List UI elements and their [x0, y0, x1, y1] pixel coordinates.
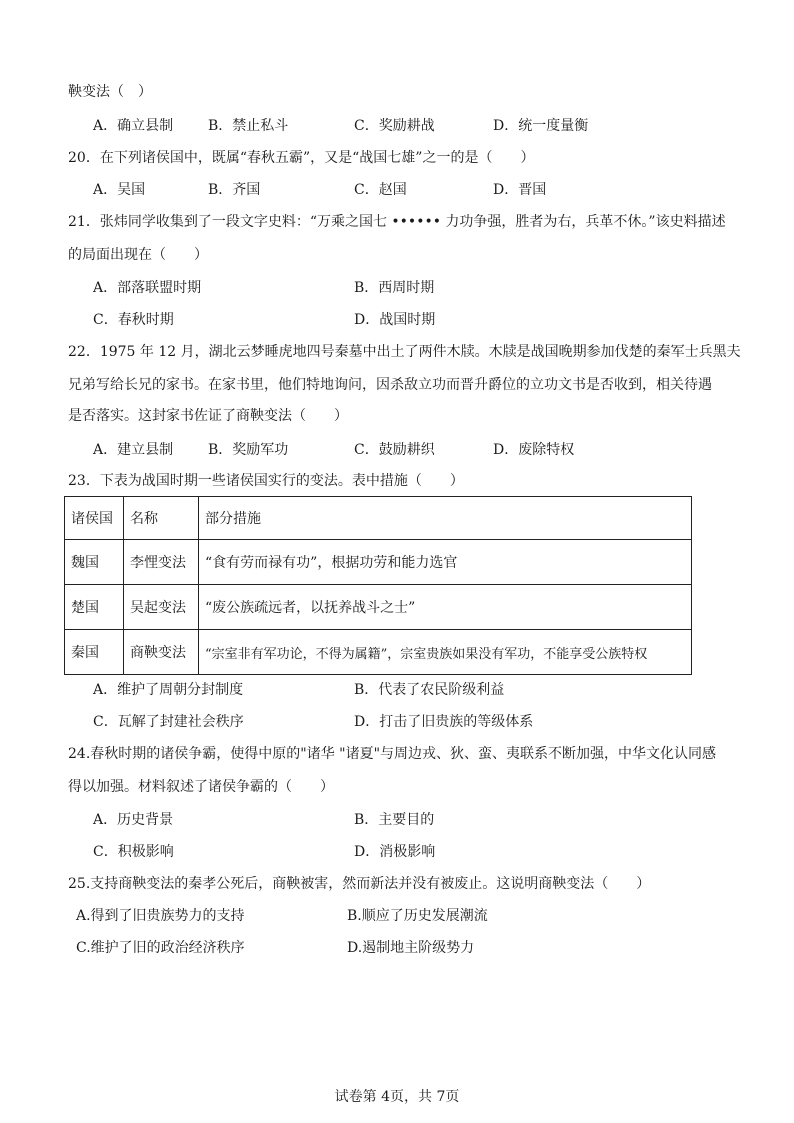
q25-option-c: C.维护了旧的政治经济秩序: [76, 940, 245, 956]
table-row: [65, 585, 692, 630]
reform-table: [64, 496, 692, 675]
table-cell-reform: 商鞅变法: [124, 630, 199, 675]
q22-stem-line2: 兄弟写给长兄的家书。在家书里，他们特地询问，因杀敌立功而晋升爵位的立功文书是否收到，相关待遇: [68, 377, 712, 393]
q24-option-c: C．积极影响: [93, 844, 174, 860]
q23-option-c: C．瓦解了封建社会秩序: [93, 714, 244, 730]
table-row: [65, 540, 692, 585]
q25-option-a: A.得到了旧贵族势力的支持: [76, 908, 245, 924]
q20-option-d: D．晋国: [493, 182, 547, 198]
q19-stem-tail: 鞅变法（ ）: [68, 84, 152, 100]
q25-option-d: D.遏制地主阶级势力: [347, 940, 475, 956]
q22-stem-line3: 是否落实。这封家书佐证了商鞅变法（ ）: [68, 408, 348, 424]
q24-option-d: D．消极影响: [354, 844, 436, 860]
q22-option-b: B．奖励军功: [208, 442, 289, 458]
table-cell-state: 魏国: [65, 540, 124, 585]
table-cell-reform: 李悝变法: [124, 540, 199, 585]
q22-option-d: D．废除特权: [493, 442, 575, 458]
table-cell-measure: “宗室非有军功论，不得为属籍”，宗室贵族如果没有军功，不能享受公族特权: [199, 630, 692, 675]
table-header-cell: 名称: [124, 497, 199, 540]
q23-option-b: B．代表了农民阶级利益: [354, 682, 505, 698]
q19-option-c: C．奖励耕战: [354, 118, 435, 134]
q20-stem: 20．在下列诸侯国中，既属“春秋五霸”，又是“战国七雄”之一的是（ ）: [68, 150, 535, 166]
q25-option-b: B.顺应了历史发展潮流: [347, 908, 488, 924]
q24-stem-line1: 24.春秋时期的诸侯争霸，使得中原的"诸华 "诸夏"与周边戎、狄、蛮、夷联系不断加强，中华文化认同感: [68, 746, 717, 762]
q25-stem: 25.支持商鞅变法的秦孝公死后，商鞅被害，然而新法并没有被废止。这说明商鞅变法（ ）: [68, 876, 651, 892]
q21-stem-line2: 的局面出现在（ ）: [68, 247, 208, 263]
q23-option-a: A．维护了周朝分封制度: [93, 682, 244, 698]
table-row: [65, 630, 692, 675]
table-cell-reform: 吴起变法: [124, 585, 199, 630]
q20-option-b: B．齐国: [208, 182, 261, 198]
table-header-cell: 诸侯国: [65, 497, 124, 540]
table-cell-measure: “食有劳而禄有功”，根据功劳和能力选官: [199, 540, 692, 585]
table-cell-state: 楚国: [65, 585, 124, 630]
q19-option-a: A．确立县制: [93, 118, 174, 134]
q22-option-a: A．建立县制: [93, 442, 174, 458]
q24-option-a: A．历史背景: [93, 812, 174, 828]
q24-option-b: B．主要目的: [354, 812, 435, 828]
q21-option-a: A．部落联盟时期: [93, 280, 202, 296]
q22-option-c: C．鼓励耕织: [354, 442, 435, 458]
page-footer: 试卷第 4页，共 7页: [334, 1089, 460, 1105]
q19-option-d: D．统一度量衡: [493, 118, 589, 134]
table-cell-measure: “废公族疏远者，以抚养战斗之士”: [199, 585, 692, 630]
q20-option-a: A．吴国: [93, 182, 146, 198]
table-header-row: [65, 497, 692, 540]
q21-option-d: D．战国时期: [354, 312, 436, 328]
table-cell-state: 秦国: [65, 630, 124, 675]
q19-option-b: B．禁止私斗: [208, 118, 289, 134]
q22-stem-line1: 22．1975 年 12 月，湖北云梦睡虎地四号秦墓中出土了两件木牍。木牍是战国晚期参加伐楚的秦军士兵黑夫: [68, 344, 741, 360]
q21-option-b: B．西周时期: [354, 280, 435, 296]
q24-stem-line2: 得以加强。材料叙述了诸侯争霸的（ ）: [68, 779, 334, 795]
q23-stem: 23．下表为战国时期一些诸侯国实行的变法。表中措施（ ）: [68, 473, 464, 489]
q20-option-c: C．赵国: [354, 182, 407, 198]
q21-stem-line1: 21．张炜同学收集到了一段文字史料：“万乘之国七 •••••• 力功争强，胜者为右，兵革不休。”该史料描述: [68, 214, 726, 230]
q21-option-c: C．春秋时期: [93, 312, 174, 328]
table-header-cell: 部分措施: [199, 497, 692, 540]
q23-option-d: D．打击了旧贵族的等级体系: [354, 714, 534, 730]
